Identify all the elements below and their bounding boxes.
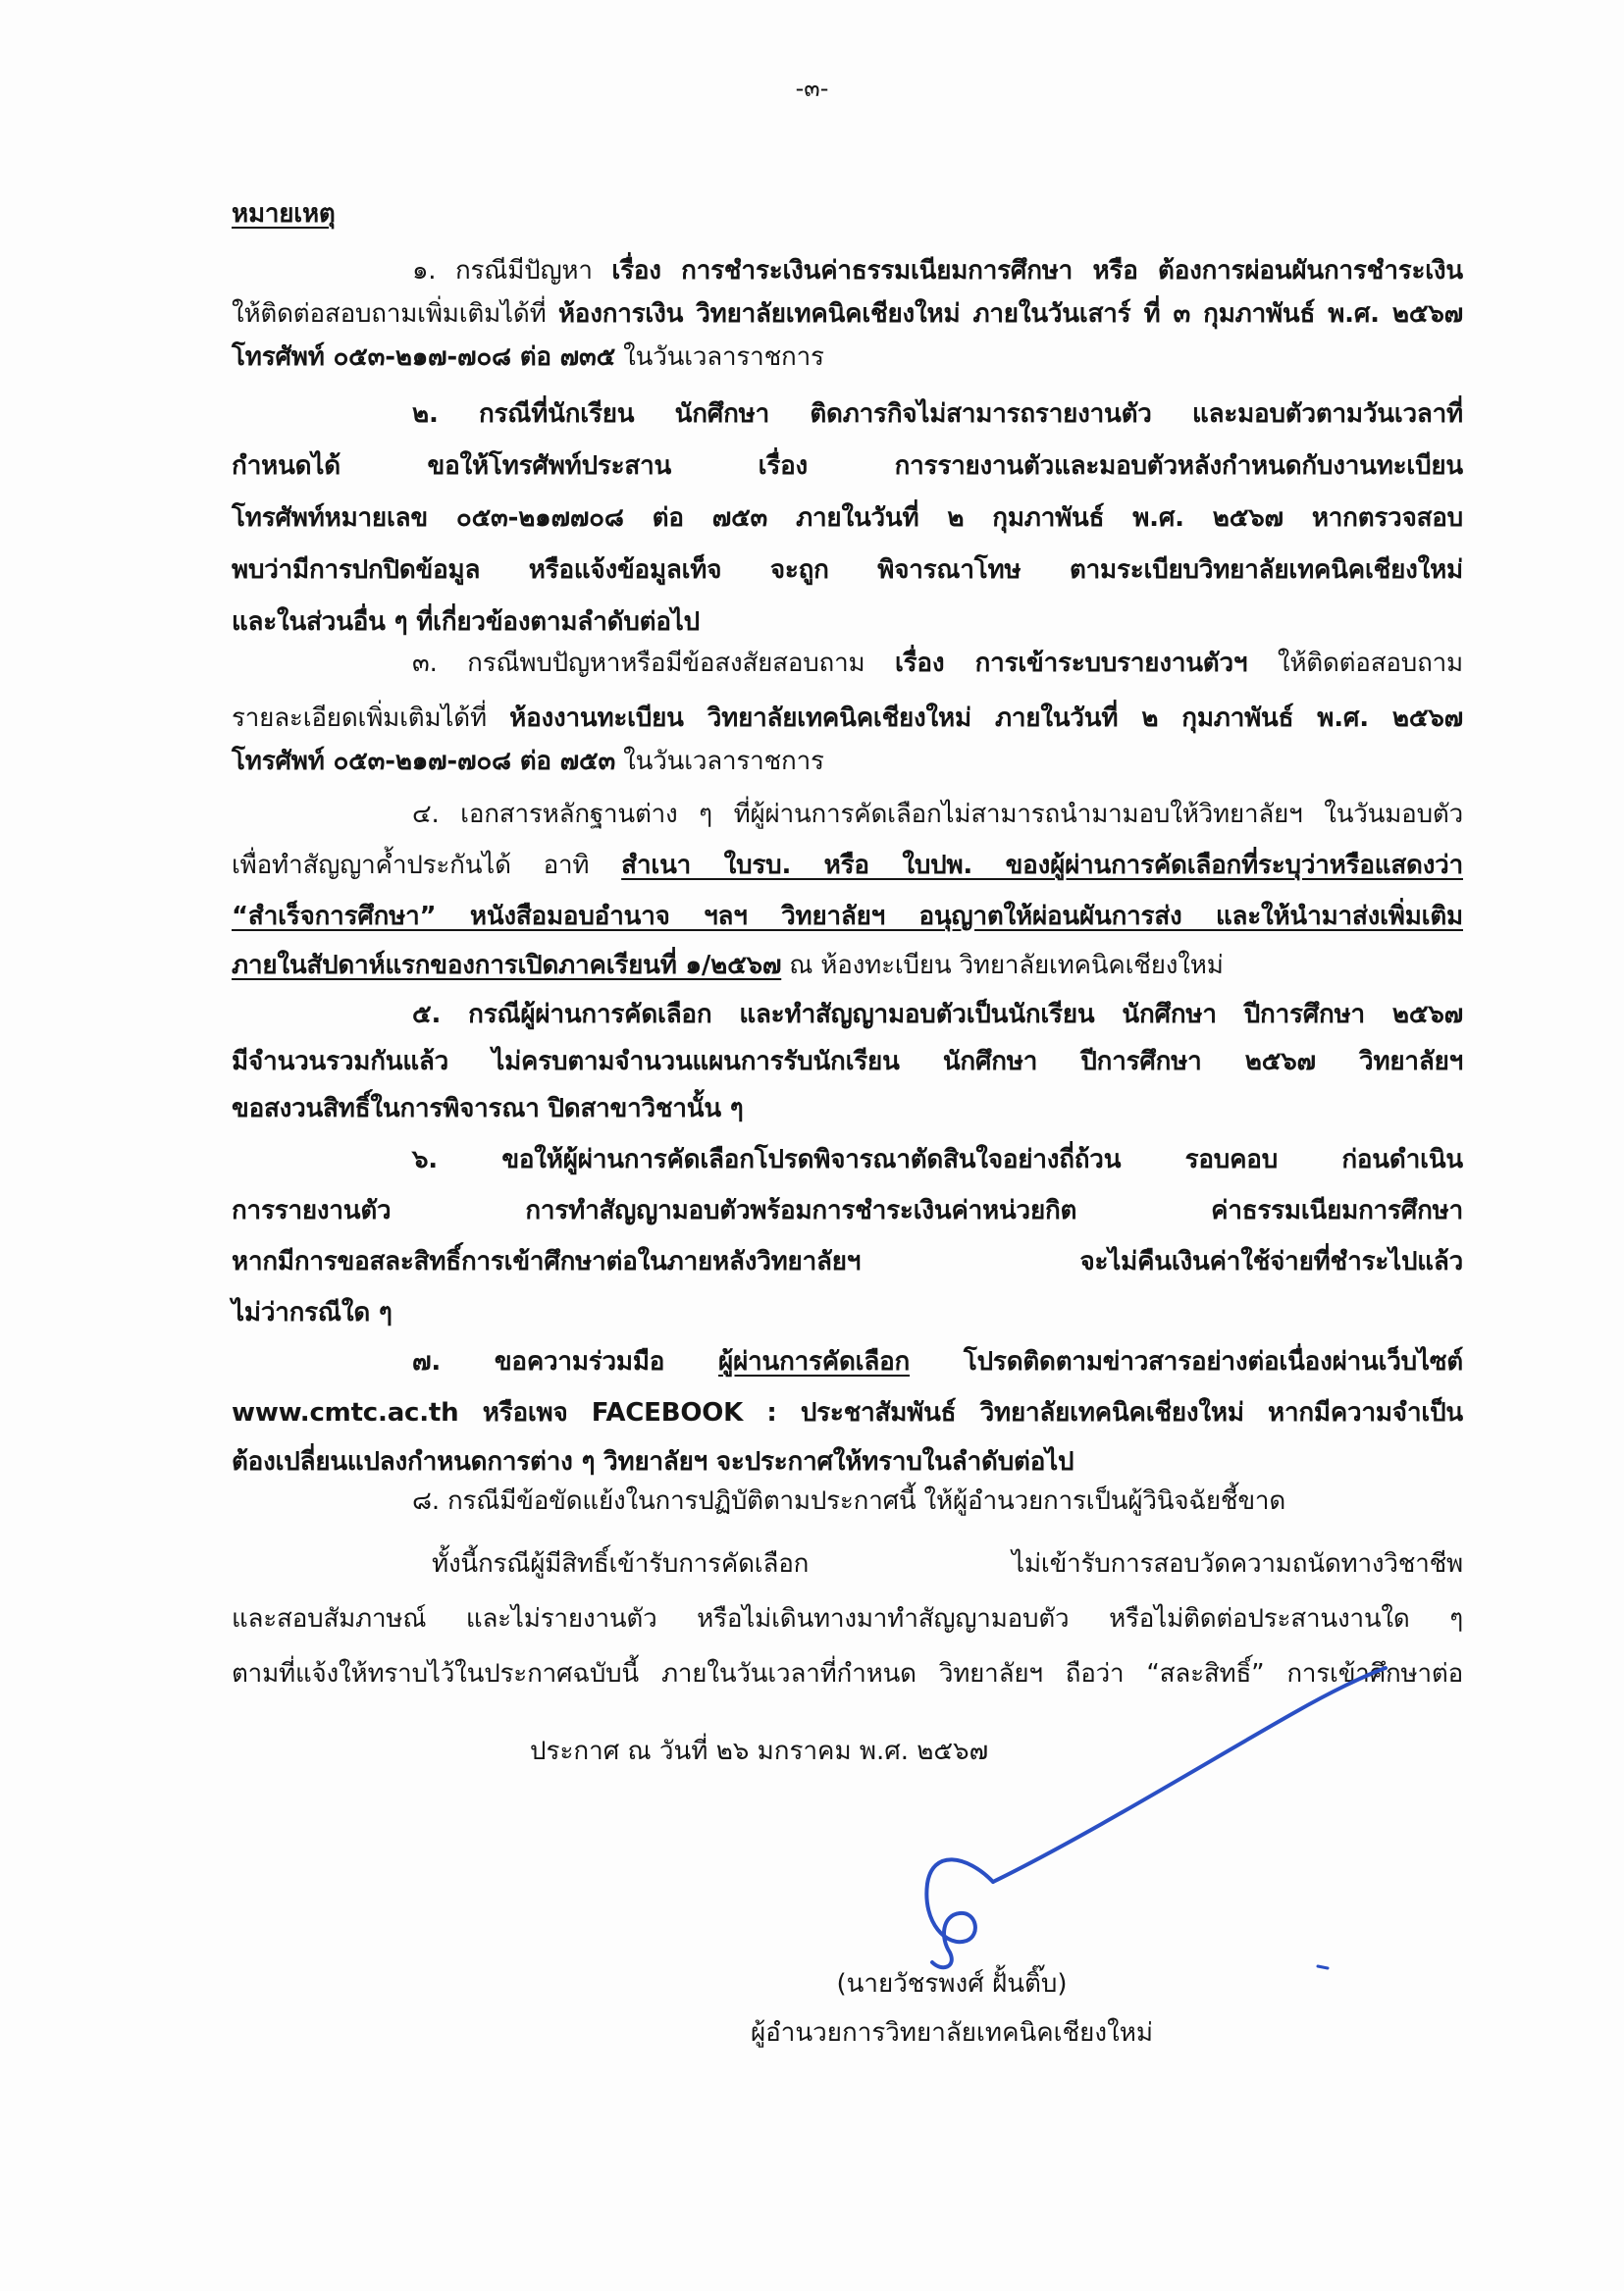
item1-l1-bold: เรื่อง การชำระเงินค่าธรรมเนียมการศึกษา หรือ ต้องการผ่อนผันการชำระเงิน	[611, 256, 1464, 286]
item7-line1	[412, 1340, 1463, 1383]
item4-l2-text: เพื่อทำสัญญาค้ำประกันได้ อาทิ	[232, 851, 622, 880]
item6-line2: การรายงานตัว การทำสัญญามอบตัวพร้อมการชำระเงินค่าหน่วยกิต ค่าธรรมเนียมการศึกษา	[232, 1196, 1463, 1225]
item4-line1: ๔. เอกสารหลักฐานต่าง ๆ ที่ผู้ผ่านการคัดเลือกไม่สามารถนำมามอบให้วิทยาลัยฯ ในวันมอบตัว	[412, 800, 1463, 829]
item3-l1-text: ๓. กรณีพบปัญหาหรือมีข้อสงสัยสอบถาม	[412, 649, 895, 678]
item1-l2-text: ให้ติดต่อสอบถามเพิ่มเติมได้ที่	[232, 299, 558, 329]
signature-loop	[926, 1859, 993, 1967]
item1-l3-bold: โทรศัพท์ ๐๕๓-๒๑๗-๗๐๘ ต่อ ๗๓๕	[232, 342, 616, 372]
item5-line3: ขอสงวนสิทธิ์ในการพิจารณา ปิดสาขาวิชานั้น ๆ	[232, 1094, 744, 1123]
item1-line3	[232, 336, 1463, 379]
item6-line3: หากมีการขอสละสิทธิ์การเข้าศึกษาต่อในภายหลังวิทยาลัยฯ จะไม่คืนเงินค่าใช้จ่ายที่ชำระไปแล้ว	[232, 1247, 1463, 1276]
item3-l1-tail: ให้ติดต่อสอบถาม	[1247, 649, 1463, 678]
item1-l2-bold: ห้องการเงิน วิทยาลัยเทคนิคเชียงใหม่ ภายในวันเสาร์ ที่ ๓ กุมภาพันธ์ พ.ศ. ๒๕๖๗	[557, 299, 1463, 329]
item1-line2	[232, 292, 1463, 336]
announcement-date: ประกาศ ณ วันที่ ๒๖ มกราคม พ.ศ. ๒๕๖๗	[530, 1737, 989, 1766]
item7-line3: ต้องเปลี่ยนแปลงกำหนดการต่าง ๆ วิทยาลัยฯ จะประกาศให้ทราบในลำดับต่อไป	[232, 1447, 1074, 1477]
item7-l1-num: ๗. ขอความร่วมมือ	[412, 1347, 719, 1377]
item8-line: ๘. กรณีมีข้อขัดแย้งในการปฏิบัติตามประกาศนี้ ให้ผู้อำนวยการเป็นผู้วินิจฉัยชี้ขาด	[412, 1486, 1286, 1516]
page-number: -๓-	[795, 75, 829, 102]
item3-line1	[412, 642, 1463, 685]
item1-l1-num: ๑. กรณีมีปัญหา	[412, 256, 612, 286]
item5-line1: ๕. กรณีผู้ผ่านการคัดเลือก และทำสัญญามอบตัวเป็นนักเรียน นักศึกษา ปีการศึกษา ๒๕๖๗	[412, 1000, 1463, 1029]
item3-l1-bold: เรื่อง การเข้าระบบรายงานตัวฯ	[894, 649, 1248, 678]
item2-line3: โทรศัพท์หมายเลข ๐๕๓-๒๑๗๗๐๘ ต่อ ๗๕๓ ภายในวันที่ ๒ กุมภาพันธ์ พ.ศ. ๒๕๖๗ หากตรวจสอบ	[232, 503, 1463, 533]
item3-l2-text: รายละเอียดเพิ่มเติมได้ที่	[232, 703, 510, 733]
item3-l3-bold: โทรศัพท์ ๐๕๓-๒๑๗-๗๐๘ ต่อ ๗๕๓	[232, 747, 616, 776]
item2-line4: พบว่ามีการปกปิดข้อมูล หรือแจ้งข้อมูลเท็จ จะถูก พิจารณาโทษ ตามระเบียบวิทยาลัยเทคนิคเชียงใหม่	[232, 555, 1463, 585]
signer-title: ผู้อำนวยการวิทยาลัยเทคนิคเชียงใหม่	[750, 2018, 1154, 2048]
item1-l3-text: ในวันเวลาราชการ	[615, 342, 824, 372]
item4-line4	[232, 944, 1463, 987]
signature-stroke	[993, 1668, 1386, 1882]
heading-remarks: หมายเหตุ	[232, 199, 336, 229]
item4-line2	[232, 844, 1463, 887]
item3-l2-bold: ห้องงานทะเบียน วิทยาลัยเทคนิคเชียงใหม่ ภายในวันที่ ๒ กุมภาพันธ์ พ.ศ. ๒๕๖๗	[509, 703, 1463, 733]
closing-line2: และสอบสัมภาษณ์ และไม่รายงานตัว หรือไม่เดินทางมาทำสัญญามอบตัว หรือไม่ติดต่อประสานงานใด ๆ	[232, 1604, 1463, 1634]
item2-line5: และในส่วนอื่น ๆ ที่เกี่ยวข้องตามลำดับต่อไป	[232, 607, 700, 637]
item4-line3: “สำเร็จการศึกษา” หนังสือมอบอำนาจ ฯลฯ วิทยาลัยฯ อนุญาตให้ผ่อนผันการส่ง และให้นำมาส่งเพิ่มเติม	[232, 902, 1463, 931]
item3-line3	[232, 740, 1463, 783]
item7-line2: www.cmtc.ac.th หรือเพจ FACEBOOK : ประชาสัมพันธ์ วิทยาลัยเทคนิคเชียงใหม่ หากมีความจำเป็น	[232, 1398, 1463, 1428]
item5-line2: มีจำนวนรวมกันแล้ว ไม่ครบตามจำนวนแผนการรับนักเรียน นักศึกษา ปีการศึกษา ๒๕๖๗ วิทยาลัยฯ	[232, 1047, 1463, 1076]
item2-line2: กำหนดได้ ขอให้โทรศัพท์ประสาน เรื่อง การรายงานตัวและมอบตัวหลังกำหนดกับงานทะเบียน	[232, 451, 1463, 481]
item1-line1	[412, 249, 1463, 292]
signature-dot	[1318, 1966, 1328, 1968]
item3-line2	[232, 697, 1463, 740]
item4-l4-text: ณ ห้องทะเบียน วิทยาลัยเทคนิคเชียงใหม่	[781, 951, 1224, 980]
item7-l1-underlined: ผู้ผ่านการคัดเลือก	[718, 1347, 911, 1377]
item6-line4: ไม่ว่ากรณีใด ๆ	[232, 1298, 393, 1328]
item2-line1: ๒. กรณีที่นักเรียน นักศึกษา ติดภารกิจไม่สามารถรายงานตัว และมอบตัวตามวันเวลาที่	[412, 399, 1463, 429]
item4-l2-underlined: สำเนา ใบรบ. หรือ ใบปพ. ของผู้ผ่านการคัดเลือกที่ระบุว่าหรือแสดงว่า	[621, 851, 1463, 880]
item7-l1-tail: โปรดติดตามข่าวสารอย่างต่อเนื่องผ่านเว็บไซต์	[910, 1347, 1463, 1377]
closing-line1: ทั้งนี้กรณีผู้มีสิทธิ์เข้ารับการคัดเลือก ไม่เข้ารับการสอบวัดความถนัดทางวิชาชีพ	[432, 1549, 1463, 1579]
closing-line3: ตามที่แจ้งให้ทราบไว้ในประกาศฉบับนี้ ภายในวันเวลาที่กำหนด วิทยาลัยฯ ถือว่า “สละสิทธิ์” การเข้าศึกษาต่อ	[232, 1659, 1463, 1689]
item6-line1: ๖. ขอให้ผู้ผ่านการคัดเลือกโปรดพิจารณาตัดสินใจอย่างถี่ถ้วน รอบคอบ ก่อนดำเนิน	[412, 1145, 1463, 1174]
item4-l4-underlined: ภายในสัปดาห์แรกของการเปิดภาคเรียนที่ ๑/๒๕๖๗	[232, 951, 782, 980]
item3-l3-text: ในวันเวลาราชการ	[615, 747, 824, 776]
signer-name: (นายวัชรพงศ์ ฝั้นติ๊บ)	[836, 1969, 1068, 1999]
